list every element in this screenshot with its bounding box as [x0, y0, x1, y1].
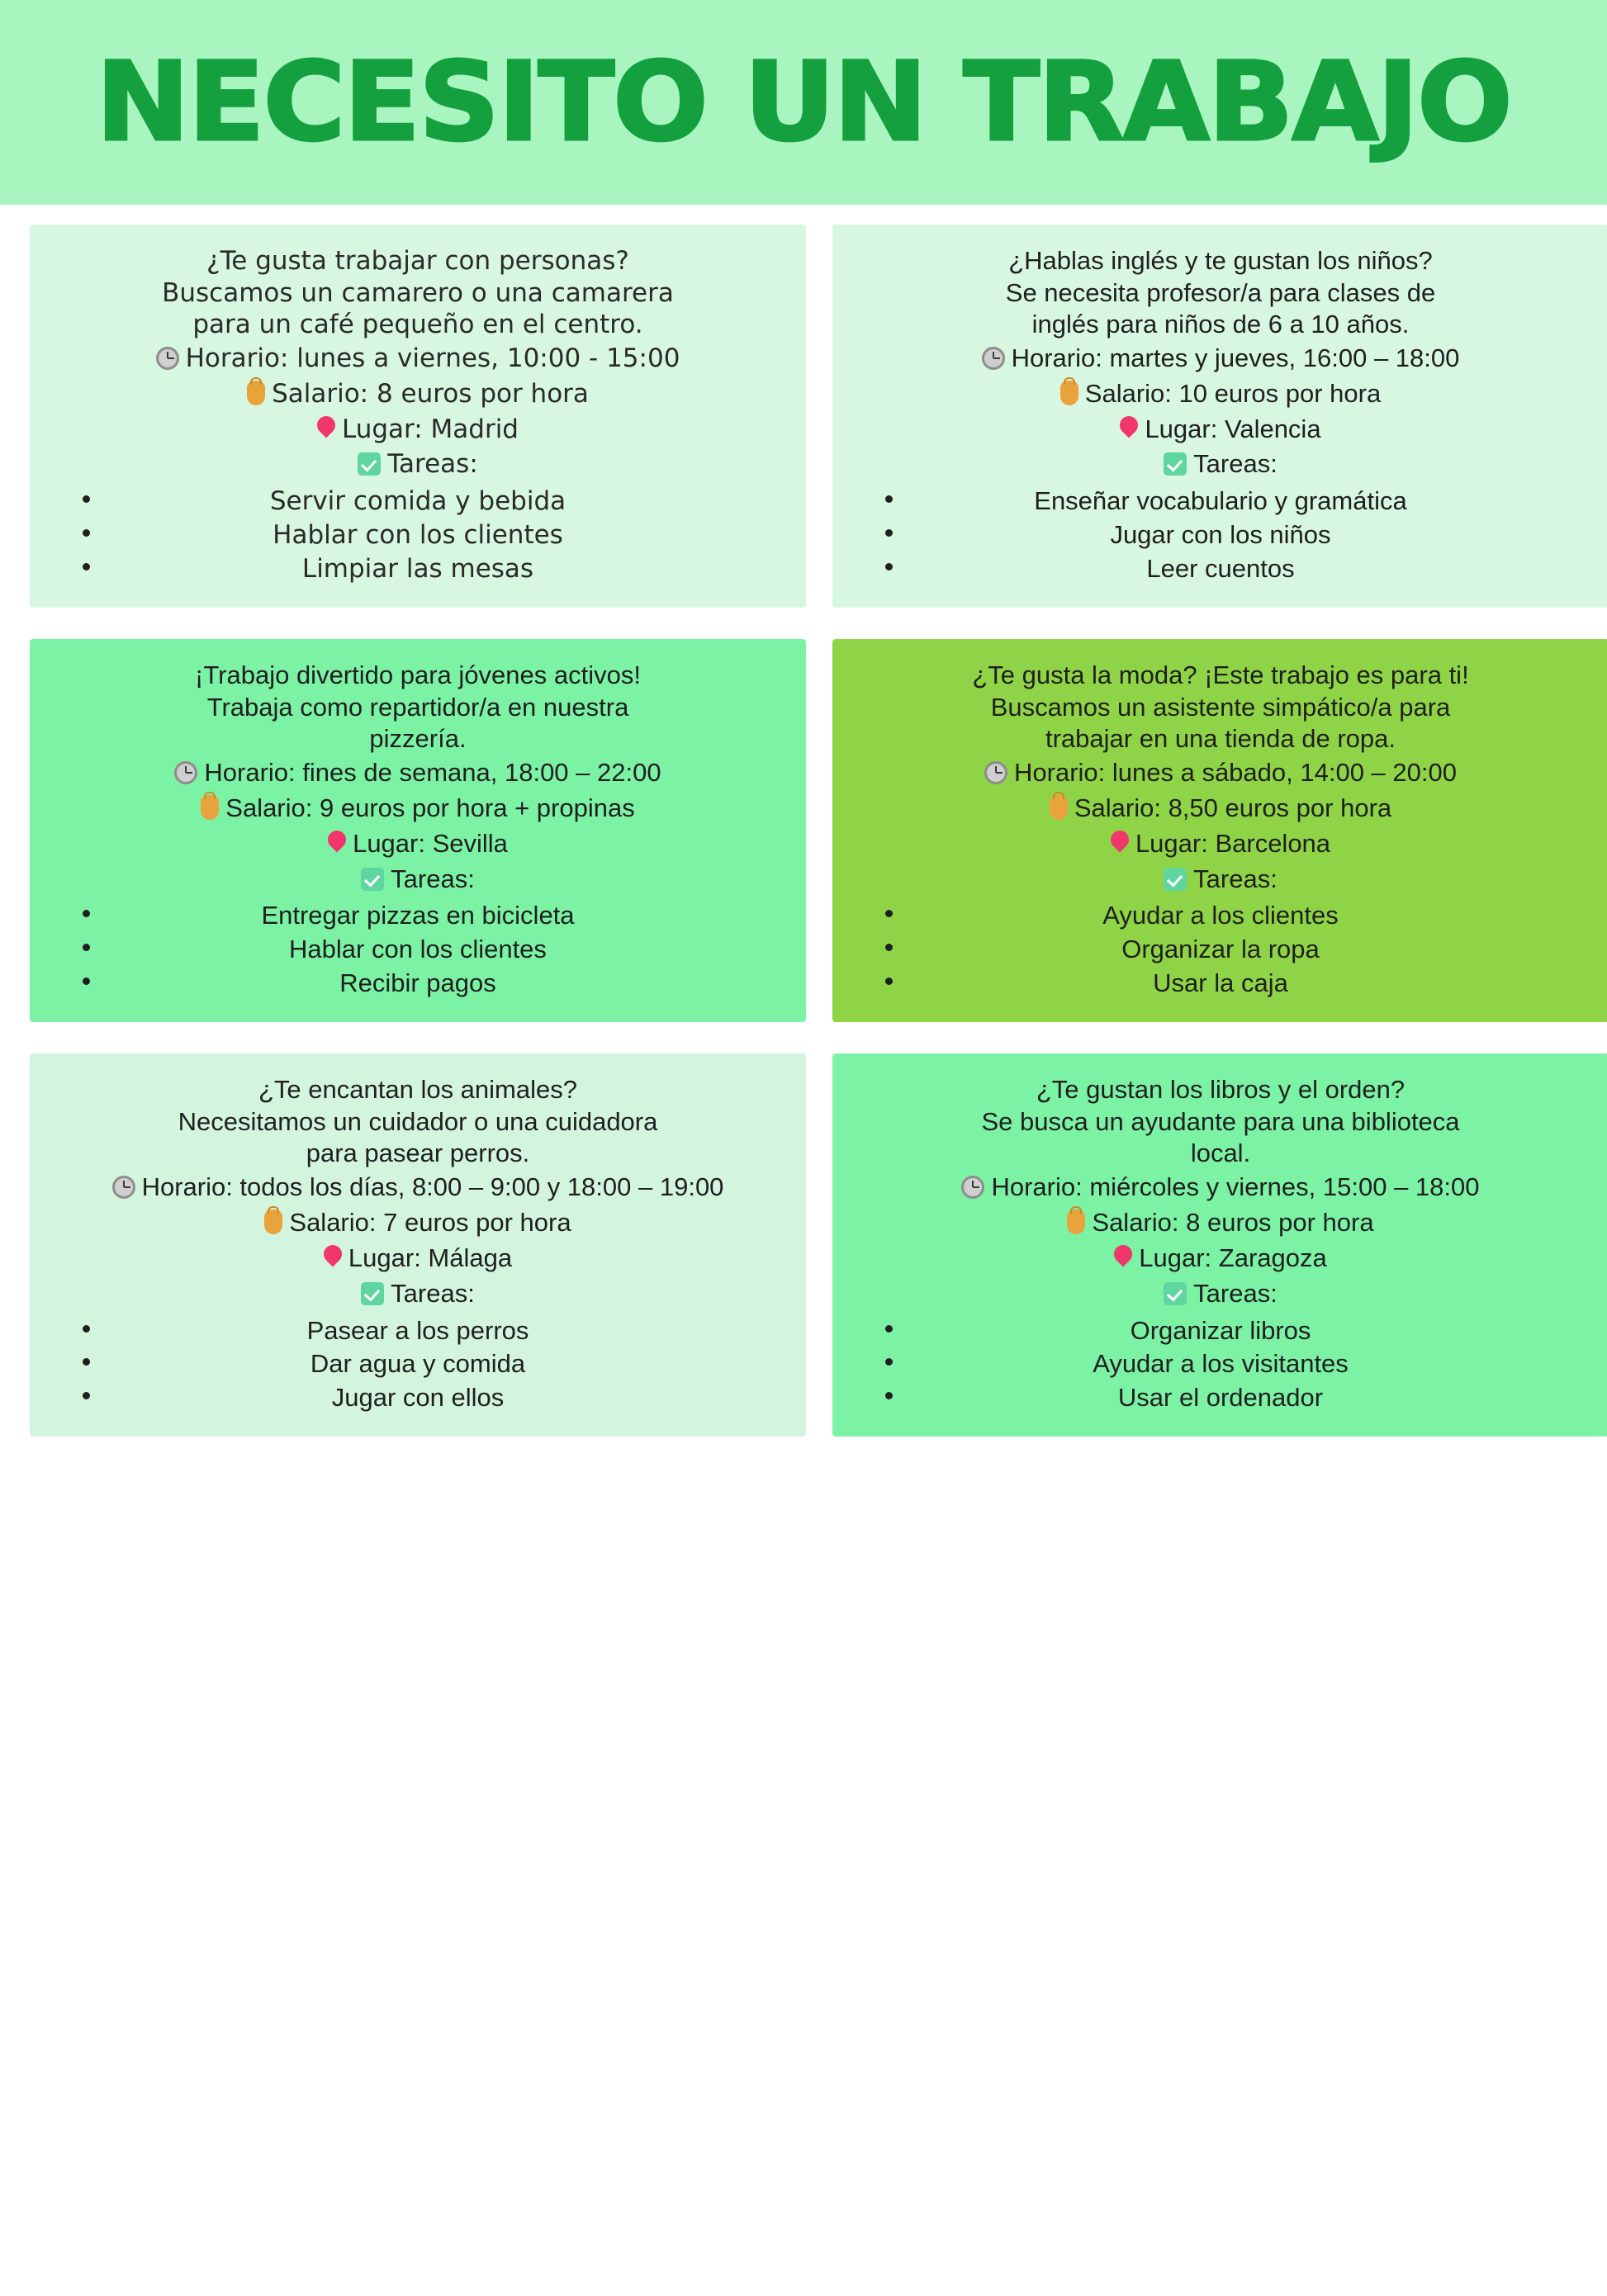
job-tasks-label — [849, 447, 1592, 481]
job-tasks-label-text: Tareas: — [387, 449, 478, 480]
job-location-text: Lugar: Madrid — [341, 414, 519, 444]
job-schedule-text: Horario: martes y jueves, 16:00 – 18:00 — [1011, 343, 1460, 372]
job-card — [30, 225, 806, 608]
job-location — [46, 413, 789, 447]
money-bag-icon — [1067, 1210, 1085, 1234]
job-salary — [46, 377, 789, 411]
clock-icon — [174, 761, 197, 784]
clock-icon — [112, 1176, 135, 1199]
job-schedule — [849, 756, 1592, 790]
job-tasks-label — [46, 1277, 789, 1311]
job-location — [46, 827, 789, 861]
money-bag-icon — [247, 381, 265, 405]
location-pin-icon — [324, 1245, 342, 1270]
job-intro-line: Necesitamos un cuidador o una cuidadora — [178, 1106, 658, 1136]
money-bag-icon — [1060, 381, 1078, 405]
job-task-text: Organizar la ropa — [1121, 935, 1320, 964]
job-salary — [46, 1206, 789, 1240]
job-task-text: Pasear a los perros — [306, 1315, 529, 1345]
bullet-icon — [885, 529, 893, 537]
job-schedule — [849, 342, 1592, 376]
job-task-text: Usar la caja — [1153, 968, 1288, 998]
bullet-icon — [83, 910, 90, 917]
list-item — [46, 967, 789, 1001]
clock-icon — [156, 347, 179, 370]
job-card — [30, 1053, 806, 1437]
list-item — [46, 1381, 789, 1415]
job-intro-line: local. — [1190, 1139, 1251, 1168]
job-schedule — [46, 342, 789, 376]
job-salary-text: Salario: 8 euros por hora — [272, 378, 589, 409]
list-item — [46, 933, 789, 967]
bullet-icon — [83, 944, 90, 951]
location-pin-icon — [1120, 416, 1138, 441]
location-pin-icon — [328, 831, 346, 855]
job-salary-text: Salario: 9 euros por hora + propinas — [225, 793, 635, 822]
job-salary — [46, 792, 789, 826]
job-intro-line: inglés para niños de 6 a 10 años. — [1031, 310, 1410, 339]
clock-icon — [984, 761, 1007, 784]
job-location — [849, 1242, 1592, 1276]
list-item — [46, 1314, 789, 1348]
money-bag-icon — [201, 795, 219, 820]
bullet-icon — [885, 1358, 893, 1366]
bullet-icon — [83, 495, 90, 503]
job-task-text: Hablar con los clientes — [273, 520, 563, 551]
job-intro-line: ¿Te gusta trabajar con personas? — [206, 246, 629, 276]
job-intro-line: trabajar en una tienda de ropa. — [1045, 724, 1396, 754]
job-card — [832, 1053, 1607, 1437]
job-intro-line: ¡Trabajo divertido para jóvenes activos! — [195, 660, 641, 690]
job-salary-text: Salario: 7 euros por hora — [289, 1207, 571, 1237]
check-box-icon — [358, 452, 381, 476]
job-location-text: Lugar: Valencia — [1145, 414, 1321, 443]
job-salary — [849, 1206, 1592, 1240]
job-card — [30, 639, 806, 1022]
job-salary-text: Salario: 8,50 euros por hora — [1074, 793, 1392, 822]
list-item — [849, 518, 1592, 552]
job-task-text: Recibir pagos — [339, 968, 496, 998]
job-tasks-label — [849, 863, 1592, 897]
job-intro-line: Se busca un ayudante para una biblioteca — [981, 1106, 1460, 1136]
list-item — [849, 899, 1592, 933]
clock-icon — [961, 1176, 984, 1199]
job-task-text: Leer cuentos — [1146, 554, 1295, 584]
list-item — [849, 933, 1592, 967]
job-task-text: Ayudar a los clientes — [1102, 901, 1339, 930]
job-schedule-text: Horario: lunes a viernes, 10:00 - 15:00 — [185, 343, 680, 373]
list-item — [849, 1381, 1592, 1415]
bullet-icon — [83, 1325, 90, 1333]
page-header-band — [0, 0, 1607, 205]
list-item — [849, 1314, 1592, 1348]
job-task-text: Enseñar vocabulario y gramática — [1034, 486, 1407, 516]
job-intro-line: Buscamos un asistente simpático/a para — [990, 692, 1451, 722]
job-task-list — [849, 899, 1592, 1001]
check-box-icon — [1164, 452, 1187, 476]
page-title: NECESITO UN TRABAJO — [96, 39, 1511, 166]
job-schedule — [46, 756, 789, 790]
job-task-list — [849, 485, 1592, 586]
bullet-icon — [885, 910, 893, 917]
check-box-icon — [1164, 868, 1187, 891]
job-task-text: Jugar con ellos — [331, 1383, 505, 1413]
check-box-icon — [1164, 1282, 1187, 1305]
job-location-text: Lugar: Sevilla — [353, 828, 508, 858]
job-salary-text: Salario: 10 euros por hora — [1084, 378, 1382, 408]
job-tasks-label-text: Tareas: — [391, 864, 475, 893]
bullet-icon — [83, 529, 90, 537]
job-task-text: Dar agua y comida — [310, 1349, 526, 1379]
job-task-text: Organizar libros — [1130, 1315, 1311, 1345]
check-box-icon — [361, 868, 384, 891]
job-location-text: Lugar: Barcelona — [1135, 828, 1331, 858]
page-footer-space — [0, 1437, 1607, 1569]
bullet-icon — [885, 944, 893, 951]
job-tasks-label-text: Tareas: — [1193, 449, 1278, 479]
job-task-list — [46, 899, 789, 1001]
job-intro-line: ¿Te encantan los animales? — [258, 1075, 577, 1105]
job-location-text: Lugar: Zaragoza — [1139, 1243, 1327, 1272]
list-item — [849, 967, 1592, 1001]
bullet-icon — [83, 563, 90, 570]
list-item — [849, 552, 1592, 586]
job-schedule — [849, 1171, 1592, 1205]
list-item — [46, 1347, 789, 1381]
job-schedule — [46, 1171, 789, 1205]
job-tasks-label — [849, 1277, 1592, 1311]
job-location — [849, 413, 1592, 447]
job-location-text: Lugar: Málaga — [348, 1243, 513, 1272]
job-card — [832, 225, 1607, 608]
list-item — [46, 485, 789, 518]
job-tasks-label-text: Tareas: — [1193, 1278, 1278, 1308]
list-item — [46, 899, 789, 933]
bullet-icon — [83, 978, 90, 985]
job-intro-line: para un café pequeño en el centro. — [192, 310, 643, 340]
bullet-icon — [885, 563, 893, 570]
job-salary — [849, 792, 1592, 826]
job-task-text: Ayudar a los visitantes — [1093, 1349, 1349, 1379]
job-schedule-text: Horario: miércoles y viernes, 15:00 – 18:00 — [991, 1172, 1480, 1201]
list-item — [46, 518, 789, 552]
job-salary-text: Salario: 8 euros por hora — [1092, 1207, 1374, 1237]
list-item — [46, 552, 789, 586]
job-tasks-label-text: Tareas: — [1193, 864, 1278, 893]
location-pin-icon — [317, 416, 335, 441]
job-task-list — [46, 1314, 789, 1416]
job-intro-line: Buscamos un camarero o una camarera — [162, 277, 674, 308]
job-card-grid — [0, 205, 1607, 1437]
job-intro-line: ¿Te gustan los libros y el orden? — [1036, 1075, 1406, 1105]
job-salary — [849, 377, 1592, 411]
job-tasks-label-text: Tareas: — [391, 1278, 475, 1308]
job-intro-line: para pasear perros. — [306, 1139, 530, 1168]
job-task-text: Hablar con los clientes — [289, 935, 547, 964]
job-task-list — [46, 485, 789, 586]
job-card — [832, 639, 1607, 1022]
clock-icon — [982, 347, 1005, 370]
location-pin-icon — [1114, 1245, 1132, 1270]
money-bag-icon — [264, 1210, 282, 1234]
job-intro-line: Trabaja como repartidor/a en nuestra — [206, 692, 629, 722]
job-task-text: Servir comida y bebida — [269, 486, 566, 517]
job-task-text: Jugar con los niños — [1110, 520, 1331, 550]
job-intro-line: ¿Te gusta la moda? ¡Este trabajo es para ti! — [972, 660, 1469, 690]
job-schedule-text: Horario: lunes a sábado, 14:00 – 20:00 — [1014, 757, 1457, 787]
bullet-icon — [885, 495, 893, 503]
job-intro-line: Se necesita profesor/a para clases de — [1005, 277, 1436, 307]
list-item — [849, 485, 1592, 518]
job-tasks-label — [46, 863, 789, 897]
job-intro-line: pizzería. — [369, 724, 467, 754]
job-intro-line: ¿Hablas inglés y te gustan los niños? — [1008, 246, 1433, 275]
bullet-icon — [83, 1358, 90, 1366]
location-pin-icon — [1111, 831, 1129, 855]
job-task-list — [849, 1314, 1592, 1416]
job-task-text: Usar el ordenador — [1117, 1383, 1324, 1413]
job-tasks-label — [46, 447, 789, 481]
job-location — [46, 1242, 789, 1276]
bullet-icon — [885, 978, 893, 985]
job-schedule-text: Horario: fines de semana, 18:00 – 22:00 — [204, 757, 661, 787]
job-task-text: Limpiar las mesas — [301, 554, 534, 585]
check-box-icon — [361, 1282, 384, 1305]
list-item — [849, 1347, 1592, 1381]
job-task-text: Entregar pizzas en bicicleta — [261, 901, 575, 930]
job-location — [849, 827, 1592, 861]
bullet-icon — [885, 1392, 893, 1399]
job-schedule-text: Horario: todos los días, 8:00 – 9:00 y 18:00 – 19:00 — [141, 1172, 724, 1201]
money-bag-icon — [1050, 795, 1068, 820]
bullet-icon — [885, 1325, 893, 1333]
bullet-icon — [83, 1392, 90, 1399]
